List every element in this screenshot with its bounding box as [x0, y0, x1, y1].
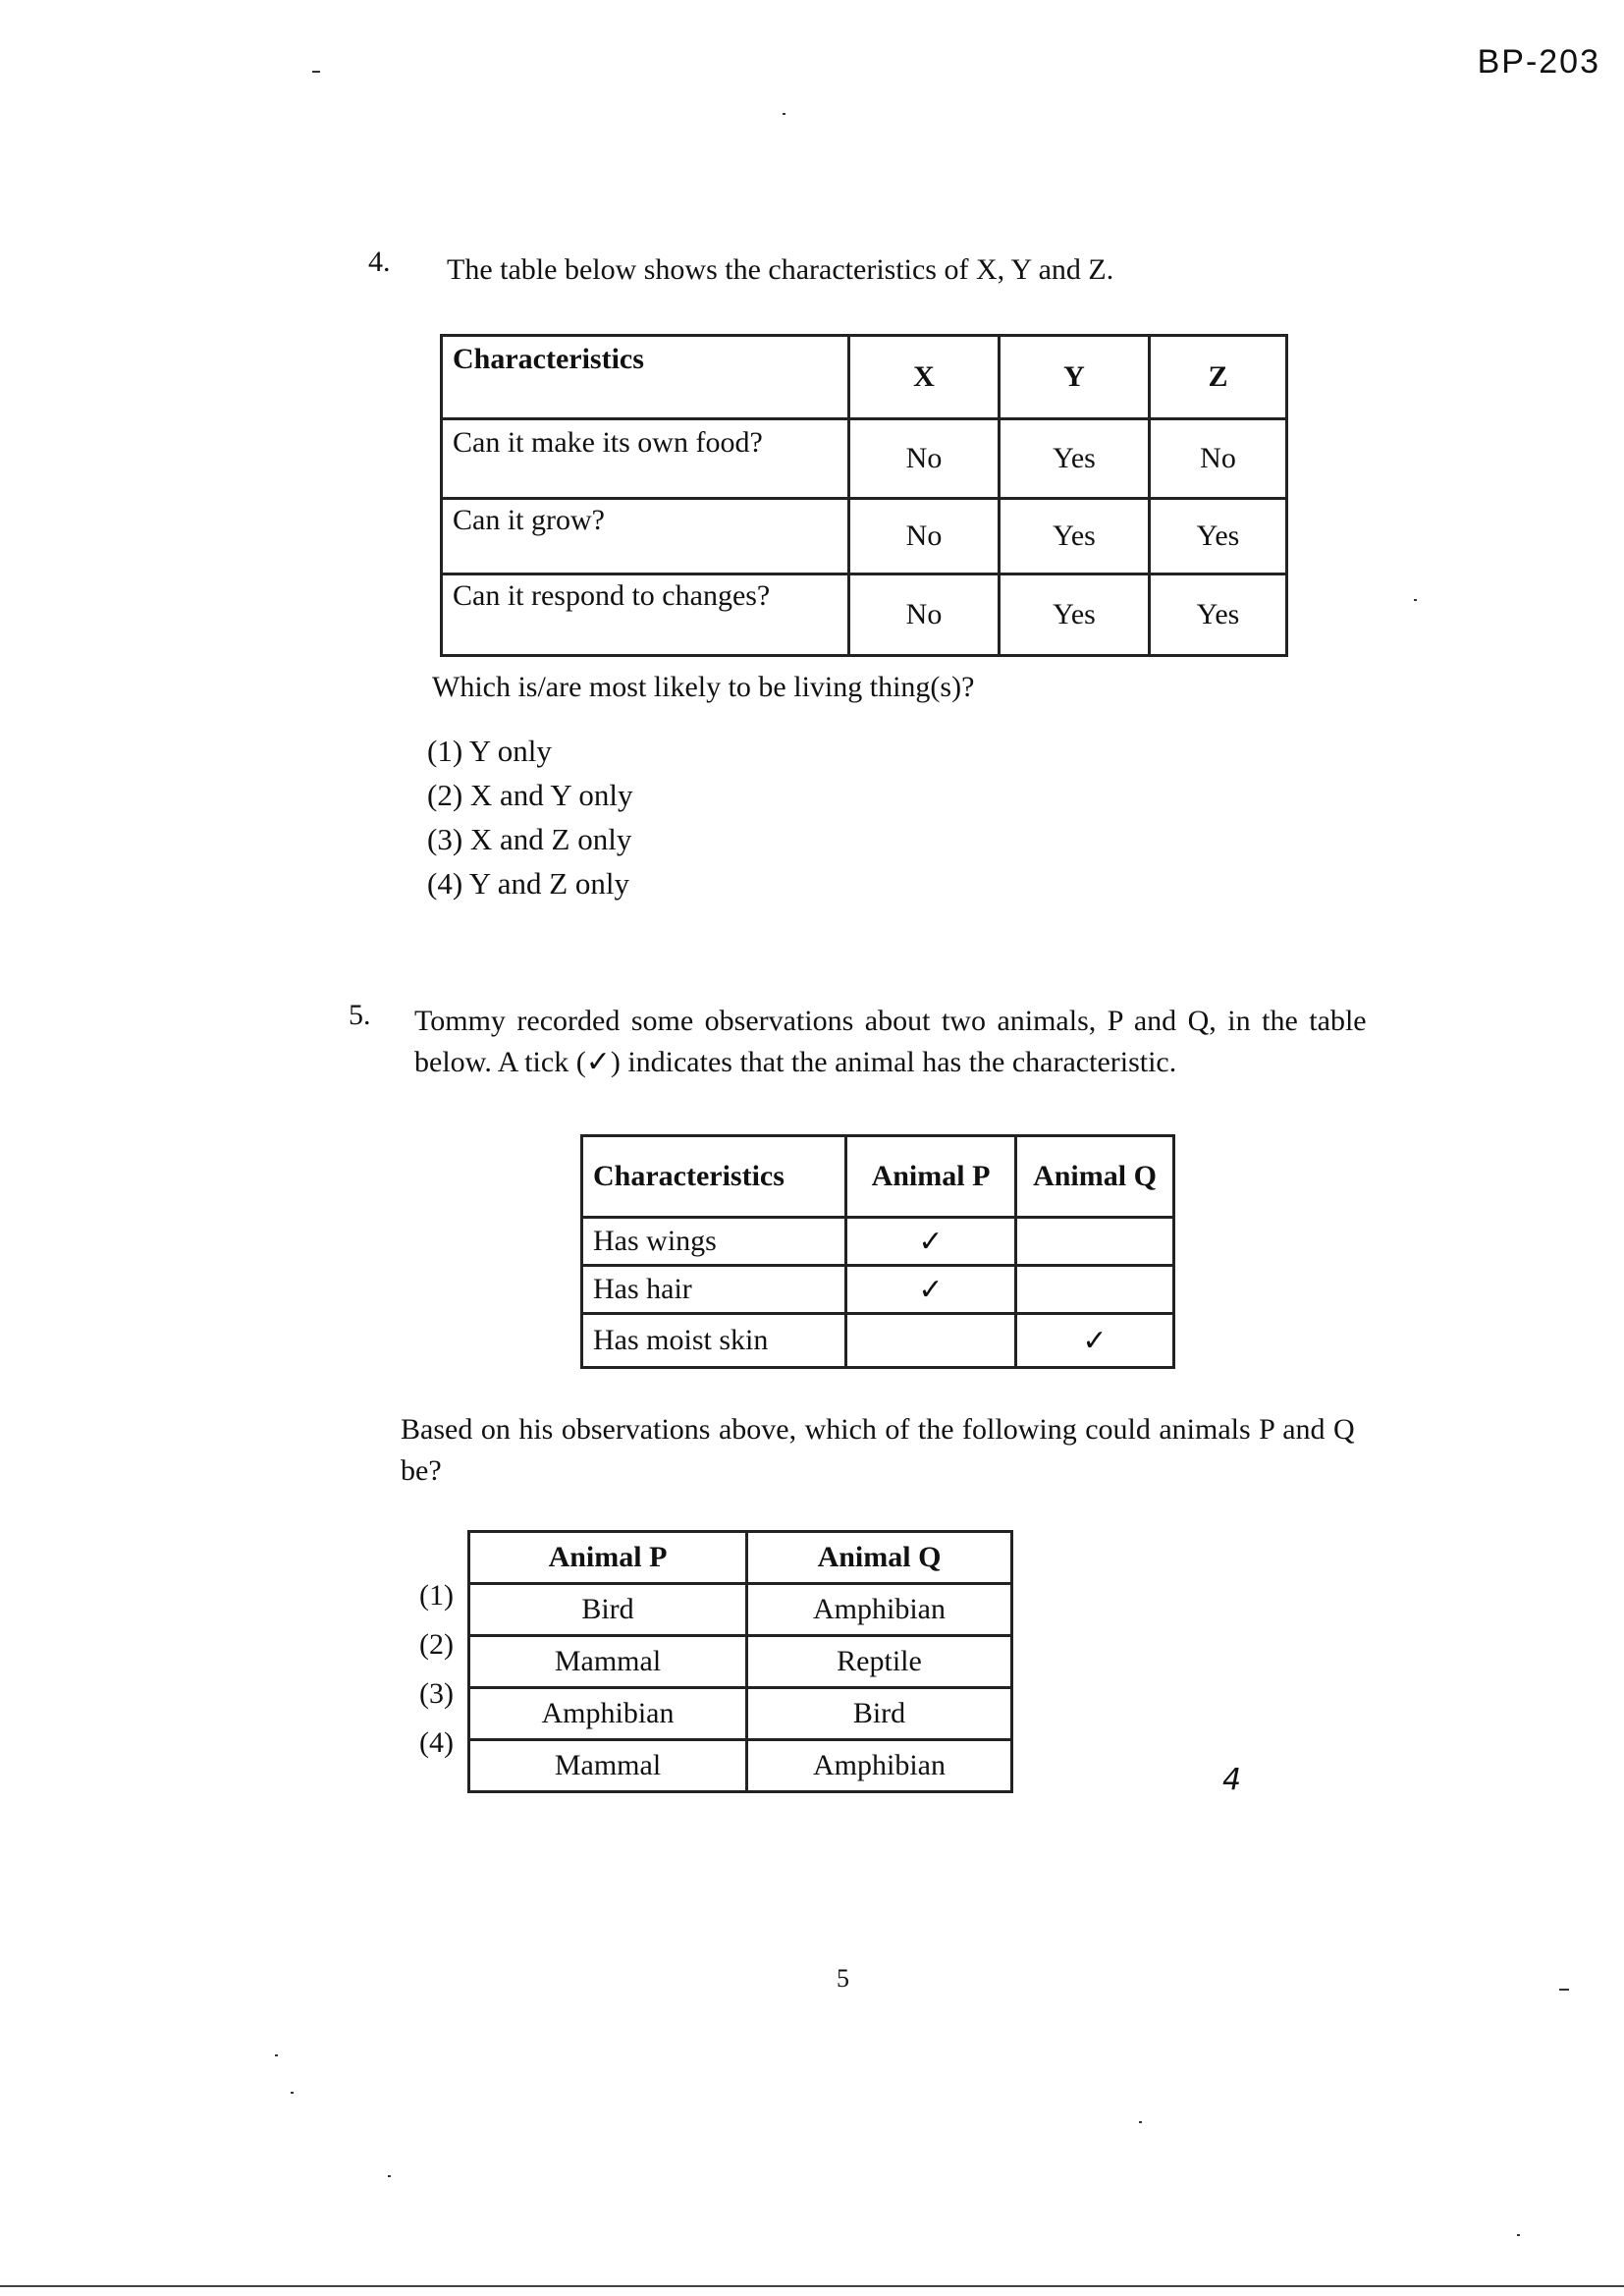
paper-code: BP-203 [1477, 43, 1600, 81]
option-label: (4) [419, 1726, 454, 1759]
table-row [469, 1636, 1012, 1688]
table-cell: Amphibian [747, 1740, 1012, 1792]
table-cell: No [1150, 419, 1287, 499]
handwritten-mark: 4 [1222, 1763, 1242, 1797]
table-header-cell: Animal P [846, 1136, 1016, 1218]
question-4-options [427, 729, 633, 905]
q5-observations-table [580, 1134, 1175, 1369]
table-row [469, 1740, 1012, 1792]
table-row [442, 499, 1287, 574]
table-header-row [442, 336, 1287, 419]
table-header-cell: Animal P [469, 1532, 747, 1584]
page-number: 5 [837, 1964, 849, 1993]
answer-option-labels [405, 1579, 454, 1776]
table-cell: Can it make its own food? [442, 419, 849, 499]
scan-speck [1139, 2121, 1142, 2123]
table-cell: No [849, 499, 1000, 574]
scan-speck [275, 2054, 278, 2056]
option-label: (3) [419, 1677, 454, 1710]
table-row [442, 419, 1287, 499]
scan-edge-line [0, 2285, 1624, 2287]
table-header-row [582, 1136, 1174, 1218]
table-cell: Has moist skin [582, 1314, 846, 1368]
table-row [469, 1584, 1012, 1636]
tick-mark: ✓ [846, 1218, 1016, 1266]
table-cell: Can it grow? [442, 499, 849, 574]
question-5-prompt-line2: be? [401, 1454, 442, 1487]
table-header-cell: Animal Q [1016, 1136, 1174, 1218]
question-5-prompt-line1: Based on his observations above, which of the following could animals P and Q [401, 1413, 1355, 1446]
question-4-number: 4. [368, 246, 391, 278]
q5-answer-table [467, 1530, 1013, 1793]
table-cell: Amphibian [469, 1688, 747, 1740]
table-cell: Yes [1000, 419, 1150, 499]
tick-mark: ✓ [846, 1266, 1016, 1314]
table-cell: Amphibian [747, 1584, 1012, 1636]
q4-characteristics-table [440, 334, 1288, 657]
table-header-cell: Z [1150, 336, 1287, 419]
table-header-row [469, 1532, 1012, 1584]
table-cell: Yes [1150, 574, 1287, 656]
option-label: (1) [419, 1579, 454, 1612]
table-cell: Yes [1000, 574, 1150, 656]
option-1: (1) Y only [427, 734, 552, 768]
question-5-stem-line1: Tommy recorded some observations about two animals, P and Q, in the table [414, 1005, 1367, 1037]
table-header-cell: Characteristics [442, 336, 849, 419]
table-cell: Reptile [747, 1636, 1012, 1688]
table-row [582, 1266, 1174, 1314]
table-row [582, 1314, 1174, 1368]
table-cell: No [849, 574, 1000, 656]
table-row [469, 1688, 1012, 1740]
scan-speck [1414, 599, 1417, 601]
question-4-stem: The table below shows the characteristics of X, Y and Z. [447, 253, 1114, 286]
tick-mark [1016, 1218, 1174, 1266]
tick-mark [1016, 1266, 1174, 1314]
table-cell: Yes [1000, 499, 1150, 574]
table-cell: Has wings [582, 1218, 846, 1266]
table-header-cell: Animal Q [747, 1532, 1012, 1584]
table-cell: Mammal [469, 1636, 747, 1688]
scan-speck [783, 113, 785, 115]
option-3: (3) X and Z only [427, 822, 632, 856]
scan-speck [1559, 1989, 1569, 1991]
table-row [442, 574, 1287, 656]
scan-speck [312, 71, 320, 73]
table-cell: No [849, 419, 1000, 499]
option-4: (4) Y and Z only [427, 866, 630, 901]
option-2: (2) X and Y only [427, 778, 633, 812]
table-cell: Has hair [582, 1266, 846, 1314]
scan-speck [1517, 2234, 1520, 2236]
option-label: (2) [419, 1628, 454, 1661]
table-cell: Yes [1150, 499, 1287, 574]
table-cell: Mammal [469, 1740, 747, 1792]
question-5-number: 5. [349, 999, 371, 1031]
scan-speck [291, 2092, 294, 2094]
table-cell: Bird [469, 1584, 747, 1636]
tick-mark [846, 1314, 1016, 1368]
table-header-cell: X [849, 336, 1000, 419]
table-row [582, 1218, 1174, 1266]
scan-speck [388, 2175, 391, 2177]
table-cell: Can it respond to changes? [442, 574, 849, 656]
question-4-prompt: Which is/are most likely to be living thing(s)? [432, 671, 975, 703]
table-header-cell: Y [1000, 336, 1150, 419]
question-5-stem-line2: below. A tick (✓) indicates that the animal has the characteristic. [414, 1046, 1177, 1078]
tick-mark: ✓ [1016, 1314, 1174, 1368]
table-header-cell: Characteristics [582, 1136, 846, 1218]
table-cell: Bird [747, 1688, 1012, 1740]
